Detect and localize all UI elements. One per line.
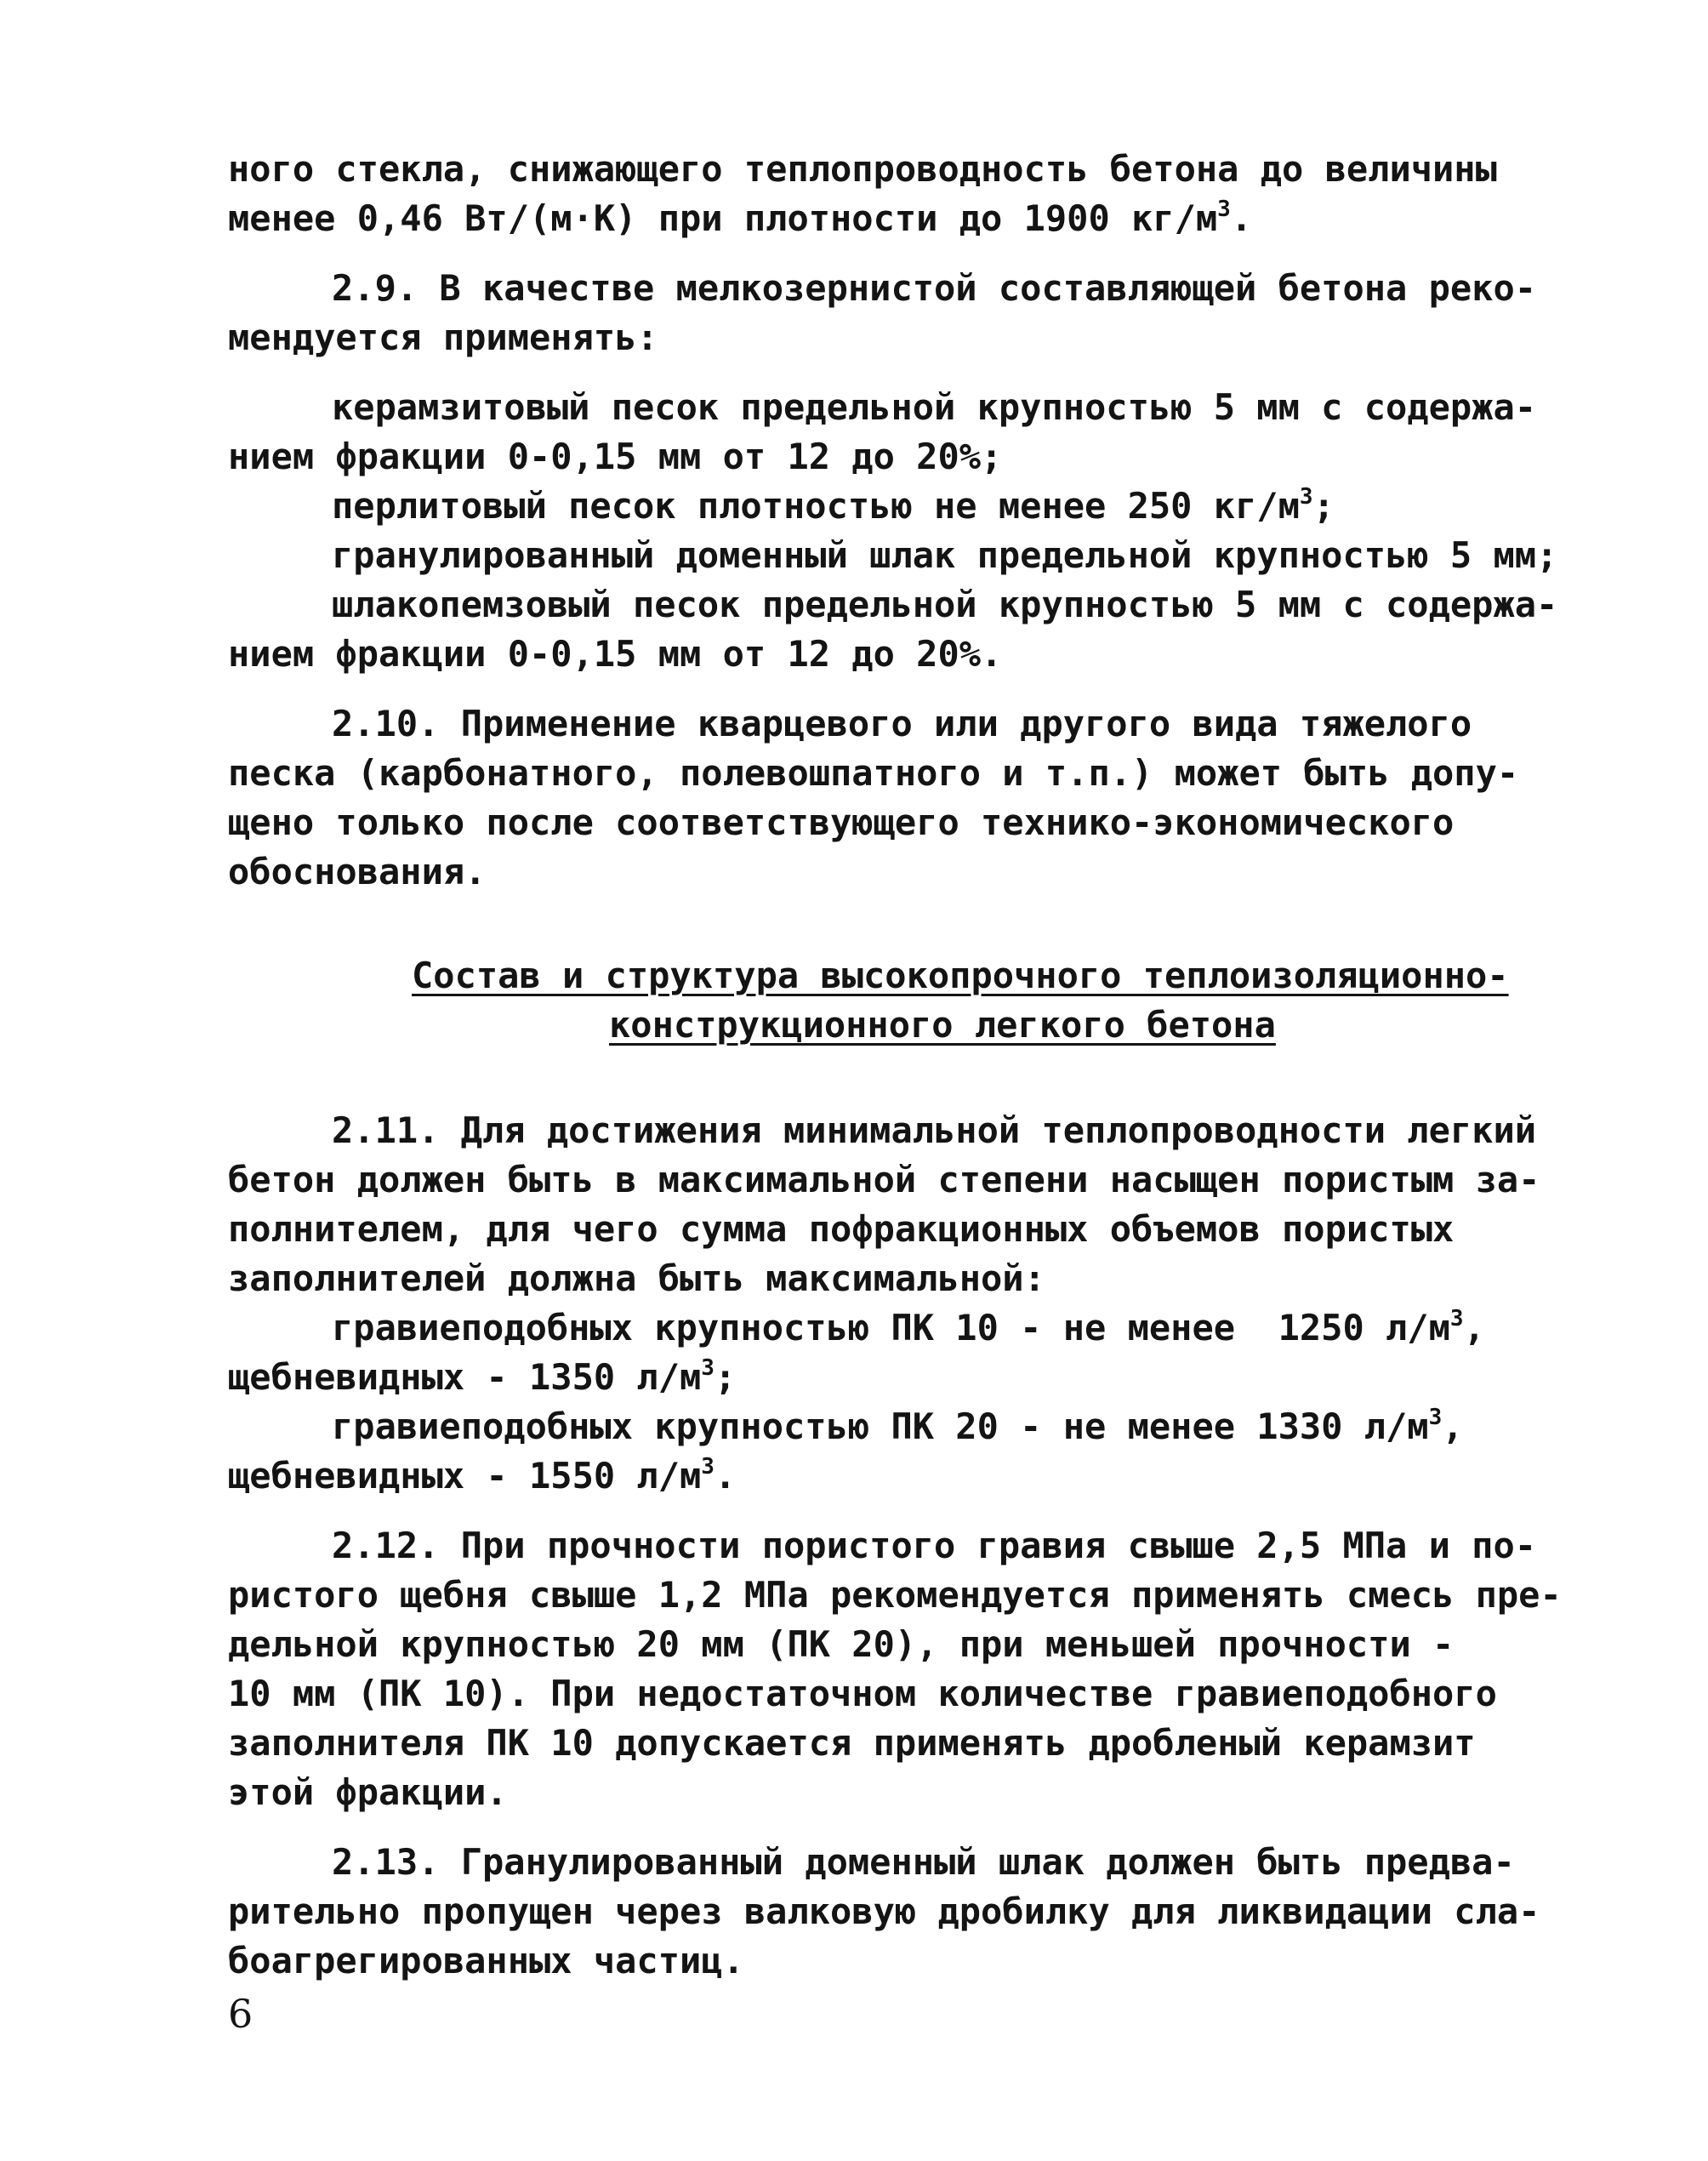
text-line: полнителем, для чего сумма пофракционных объемов пористых <box>228 1208 1455 1250</box>
list-item: шлакопемзовый песок предельной крупностью 5 мм с содержа- <box>332 584 1558 625</box>
paragraph-2-13: 2.13. Гранулированный доменный шлак должен быть предва- <box>332 1841 1515 1883</box>
text-line: песка (карбонатного, полевошпатного и т.п.) может быть допу- <box>228 752 1519 794</box>
text-line: щебневидных - 1550 $л/м^3$. <box>228 1454 737 1497</box>
list-item: керамзитовый песок предельной крупностью 5 мм с содержа- <box>332 386 1537 428</box>
superscript: 3 <box>1449 1306 1464 1332</box>
list-item: гравиеподобных крупностью ПК 10 - не менее 1250 $л/м^3$, <box>332 1306 1485 1348</box>
section-heading: конструкционного легкого бетона <box>609 1004 1276 1046</box>
list-item: гравиеподобных крупностью ПК 20 - не менее 1330 $л/м^3$, <box>332 1405 1464 1447</box>
text-line: ного стекла, снижающего теплопроводность бетона до величины <box>228 148 1497 190</box>
text-line: нием фракции 0-0,15 мм от 12 до 20%. <box>228 633 1003 675</box>
paragraph-2-10: 2.10. Применение кварцевого или другого вида тяжелого <box>332 703 1472 744</box>
list-item: гранулированный доменный шлак предельной крупностью 5 мм; <box>332 534 1558 576</box>
superscript: 3 <box>1299 484 1313 510</box>
superscript: 3 <box>701 1454 715 1480</box>
text-line: рительно пропущен через валковую дробилку для ликвидации сла- <box>228 1890 1540 1932</box>
paragraph-2-12: 2.12. При прочности пористого гравия свыше 2,5 МПа и по- <box>332 1525 1537 1566</box>
text-line: щено только после соответствующего технико-экономического <box>228 801 1455 843</box>
superscript: 3 <box>1428 1405 1443 1431</box>
paragraph-2-11: 2.11. Для достижения минимальной теплопроводности легкий <box>332 1109 1537 1151</box>
text-line: дельной крупностью 20 мм (ПК 20), при меньшей прочности - <box>228 1623 1455 1665</box>
superscript: 3 <box>701 1355 715 1382</box>
superscript: 3 <box>1217 197 1231 223</box>
text-line: 10 мм (ПК 10). При недостаточном количестве гравиеподобного <box>228 1673 1497 1714</box>
text-line: щебневидных - 1350 $л/м^3$; <box>228 1355 737 1398</box>
text-line: заполнителей должна быть максимальной: <box>228 1257 1045 1299</box>
paragraph-2-9: 2.9. В качестве мелкозернистой составляющей бетона реко- <box>332 267 1537 309</box>
section-heading: Состав и структура высокопрочного теплоизоляционно- <box>412 955 1509 996</box>
text-line: бетон должен быть в максимальной степени насыщен пористым за- <box>228 1159 1540 1200</box>
page-number: 6 <box>228 1991 253 2037</box>
text-line: нием фракции 0-0,15 мм от 12 до 20%; <box>228 436 1003 477</box>
text-line: обоснования. <box>228 851 487 892</box>
text-line: ристого щебня свыше 1,2 МПа рекомендуется применять смесь пре- <box>228 1574 1562 1616</box>
text-line: боагрегированных частиц. <box>228 1940 744 1981</box>
text-line: менее 0,46 Вт/(м·К) при плотности до 1900 $кг/м^3$. <box>228 197 1253 239</box>
text-line: этой фракции. <box>228 1771 508 1813</box>
text-line: мендуется применять: <box>228 316 658 358</box>
list-item: перлитовый песок плотностью не менее 250 $кг/м^3$; <box>332 484 1335 527</box>
text-line: заполнителя ПК 10 допускается применять дробленый керамзит <box>228 1722 1476 1764</box>
